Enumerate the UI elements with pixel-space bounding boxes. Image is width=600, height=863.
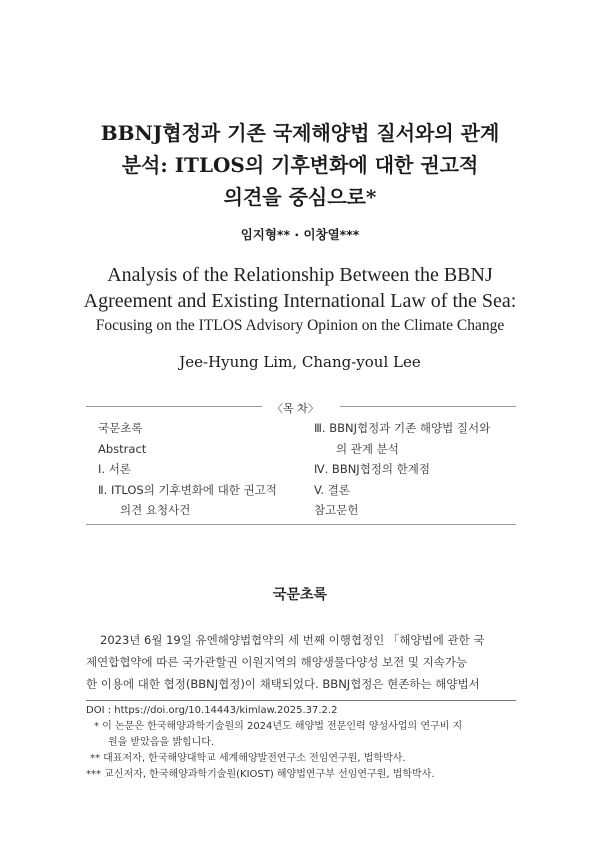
- abstract-heading: 국문초록: [272, 587, 328, 603]
- english-title-line-2: Agreement and Existing International Law of the Sea:: [83, 290, 517, 312]
- toc-item: Ⅱ. ITLOS의 기후변화에 대한 권고적: [98, 482, 277, 497]
- toc-item: 국문초록: [98, 421, 143, 435]
- english-title: [40, 262, 560, 338]
- toc-item: Abstract: [98, 441, 147, 456]
- korean-authors: 임지형** · 이창열***: [240, 227, 360, 242]
- korean-title-line-3: 의견을 중심으로*: [223, 185, 377, 209]
- toc-label: 〈목 차〉: [272, 402, 319, 415]
- footnote-rule: [86, 700, 516, 701]
- toc-item: V. 결론: [314, 482, 350, 497]
- footnote-1: * 이 논문은 한국해양과학기술원의 2024년도 해양법 전문인력 양성사업의 연구비 지: [94, 721, 463, 732]
- footnotes: [86, 703, 516, 783]
- footnote-1-continuation: 원을 받았음을 밝힙니다.: [108, 737, 215, 748]
- toc-right-column: [314, 418, 510, 521]
- toc-item: Ⅳ. BBNJ협정의 한계점: [314, 462, 431, 476]
- toc-item-continuation: 의견 요청사건: [120, 503, 191, 517]
- doi-line: DOI : https://doi.org/10.14443/kimlaw.2025.37.2.2: [86, 705, 338, 716]
- korean-title-line-2: 분석: ITLOS의 기후변화에 대한 권고적: [121, 153, 479, 177]
- english-title-line-3: Focusing on the ITLOS Advisory Opinion on the Climate Change: [95, 317, 505, 334]
- abstract-body: [86, 629, 516, 695]
- abstract-line: 제연합협약에 따른 국가관할권 이원지역의 해양생물다양성 보전 및 지속가능: [86, 655, 468, 669]
- toc-left-column: [98, 418, 306, 521]
- abstract-line: 한 이용에 대한 협정(BBNJ협정)이 채택되었다. BBNJ협정은 현존하는 해양법서: [86, 677, 480, 691]
- english-authors: Jee-Hyung Lim, Chang-youl Lee: [179, 353, 421, 371]
- toc-item: Ⅰ. 서론: [98, 462, 131, 476]
- toc-item: 참고문헌: [314, 503, 359, 517]
- korean-title-line-1: BBNJ협정과 기존 국제해양법 질서와의 관계: [100, 121, 500, 145]
- toc-item-continuation: 의 관계 분석: [336, 441, 399, 456]
- footnote-2: ** 대표저자, 한국해양대학교 세계해양발전연구소 전임연구원, 법학박사.: [90, 753, 406, 764]
- toc-bottom-rule: [86, 524, 516, 525]
- abstract-line: 2023년 6월 19일 유엔해양법협약의 세 번째 이행협정인 「해양법에 관한 국: [100, 633, 485, 647]
- toc-item: Ⅲ. BBNJ협정과 기존 해양법 질서와: [314, 421, 491, 435]
- english-title-line-1: Analysis of the Relationship Between the BBNJ: [107, 264, 493, 286]
- footnote-3: *** 교신저자, 한국해양과학기술원(KIOST) 해양법연구부 선임연구원, 법학박사.: [86, 769, 435, 780]
- korean-title: [40, 117, 560, 213]
